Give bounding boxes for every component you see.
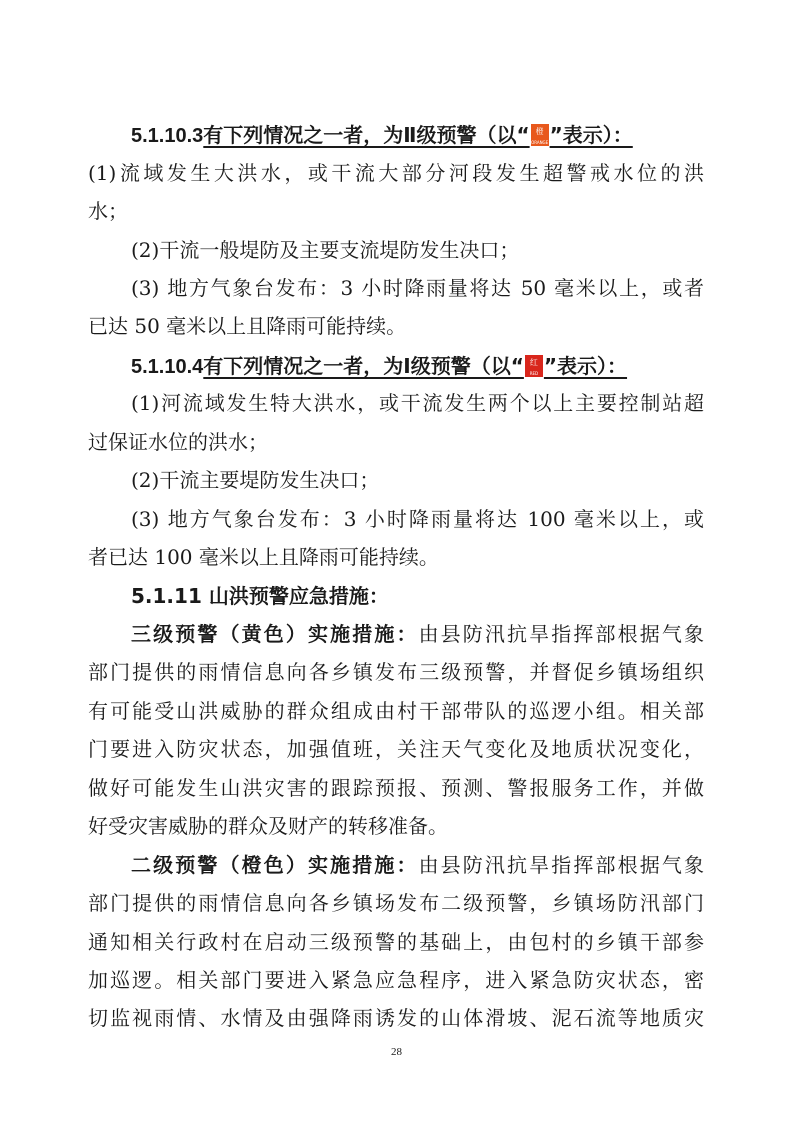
heading-text-post: ”表示）： [549,123,633,147]
paragraph-first-line [131,855,704,875]
paragraph-line: 者已达 100 毫米以上且降雨可能持续。 [88,545,439,569]
heading-5-1-10-3 [131,124,633,146]
paragraph-line: 部门提供的雨情信息向各乡镇场发布二级预警，乡镇场防汛部门 [88,891,704,915]
heading-text-post: ”表示）： [543,354,628,378]
paragraph-line: 好受灾害威胁的群众及财产的转移准备。 [88,814,448,838]
paragraph-line: (3) 地方气象台发布：3 小时降雨量将达 100 毫米以上，或 [131,507,704,531]
paragraph-lead: 三级预警（黄色）实施措施： [131,622,419,646]
section-number: 5.1.10.4 [131,356,204,378]
heading-text-pre: 有下列情况之一者，为Ⅱ级预警（以“ [203,123,530,147]
heading-5-1-10-4 [131,355,627,377]
paragraph-line: 已达 50 毫米以上且降雨可能持续。 [88,314,407,338]
paragraph-text: 由县防汛抗旱指挥部根据气象 [418,622,705,646]
paragraph-first-line [131,624,704,644]
paragraph-line: (2)干流主要堤防发生决口； [131,468,380,492]
paragraph-line: 有可能受山洪威胁的群众组成由村干部带队的巡逻小组。相关部 [88,699,704,723]
paragraph-line: 水； [88,199,128,223]
paragraph-line: 切监视雨情、水情及由强降雨诱发的山体滑坡、泥石流等地质灾 [88,1006,704,1030]
paragraph-line: (1)河流域发生特大洪水，或干流发生两个以上主要控制站超 [131,391,704,415]
paragraph-line: 过保证水位的洪水； [88,430,268,454]
section-number: 5.1.10.3 [131,125,204,147]
paragraph-line: 部门提供的雨情信息向各乡镇发布三级预警，并督促乡镇场组织 [88,660,704,684]
paragraph-line: (3) 地方气象台发布：3 小时降雨量将达 50 毫米以上，或者 [131,276,704,300]
paragraph-line: 门要进入防灾状态，加强值班，关注天气变化及地质状况变化， [88,737,704,761]
paragraph-text: 由县防汛抗旱指挥部根据气象 [418,853,705,877]
orange-warning-icon: 橙 ORANGE [531,124,549,146]
paragraph-line: (2)干流一般堤防及主要支流堤防发生决口； [131,238,520,262]
paragraph-lead: 二级预警（橙色）实施措施： [131,853,419,877]
paragraph-line: 加巡逻。相关部门要进入紧急应急程序，进入紧急防灾状态，密 [88,968,704,992]
paragraph-line: (1)流域发生大洪水，或干流大部分河段发生超警戒水位的洪 [88,161,704,185]
paragraph-line: 做好可能发生山洪灾害的跟踪预报、预测、警报服务工作，并做 [88,776,704,800]
red-warning-icon: 红 RED [525,355,543,377]
heading-5-1-11: 5.1.11 山洪预警应急措施： [131,584,389,608]
paragraph-line: 通知相关行政村在启动三级预警的基础上，由包村的乡镇干部参 [88,930,704,954]
page-number: 28 [391,1046,402,1058]
heading-text-pre: 有下列情况之一者，为Ⅰ级预警（以“ [203,354,524,378]
